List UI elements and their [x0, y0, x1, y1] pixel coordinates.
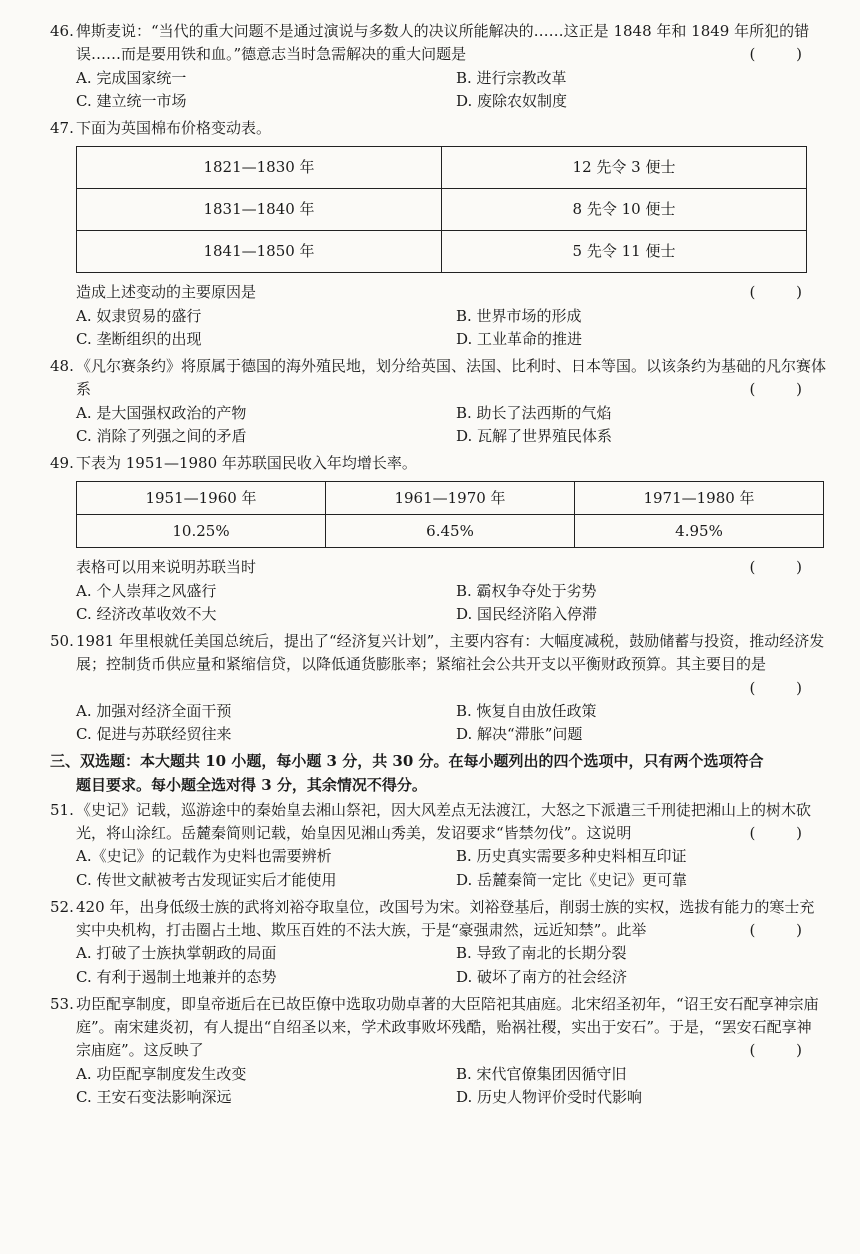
option-a[interactable]: A. 个人崇拜之风盛行: [76, 581, 217, 600]
option-a[interactable]: A. 加强对经济全面干预: [76, 701, 232, 720]
table-header: 1961—1970 年: [326, 482, 575, 515]
option-d[interactable]: D. 历史人物评价受时代影响: [456, 1087, 643, 1106]
answer-paren: ( ): [749, 1041, 820, 1060]
option-c[interactable]: C. 消除了列强之间的矛盾: [76, 426, 247, 445]
options: [76, 305, 826, 352]
option-a[interactable]: A. 奴隶贸易的盛行: [76, 306, 202, 325]
question-number: 48.: [50, 357, 74, 375]
option-b[interactable]: B. 霸权争夺处于劣势: [456, 581, 597, 600]
table-header: 1951—1960 年: [77, 482, 326, 515]
answer-paren: ( ): [749, 678, 820, 697]
answer-paren: ( ): [749, 45, 820, 64]
question-52: [50, 896, 826, 989]
option-d[interactable]: D. 废除农奴制度: [456, 91, 568, 110]
question-stem: 功臣配享制度，即皇帝逝后在已故臣僚中选取功勋卓著的大臣陪祀其庙庭。北宋绍圣初年，“诏王安石配享神宗庙庭”。南宋建炎初，有人提出“自绍圣以来，学术政事败坏残酷，贻祸社稷，实出于安石”。于是，“罢安石配享神宗庙庭”。这反映了: [76, 994, 819, 1060]
table-cell: 10.25%: [77, 515, 326, 548]
question-53: [50, 993, 826, 1109]
question-number: 47.: [50, 119, 74, 137]
section-heading: [50, 750, 826, 797]
cotton-price-table: [76, 146, 807, 273]
table-cell: 12 先令 3 便士: [442, 147, 807, 189]
option-d[interactable]: D. 国民经济陷入停滞: [456, 604, 598, 623]
option-c[interactable]: C. 王安石变法影响深远: [76, 1087, 232, 1106]
option-a[interactable]: A. 完成国家统一: [76, 68, 187, 87]
option-a[interactable]: A. 打破了士族执掌朝政的局面: [76, 944, 277, 963]
section-heading-line2: 题目要求。每小题全选对得 3 分，其余情况不得分。: [76, 775, 427, 794]
question-prompt: 造成上述变动的主要原因是: [76, 283, 257, 302]
option-b[interactable]: B. 历史真实需要多种史料相互印证: [456, 847, 687, 866]
question-number: 46.: [50, 22, 74, 40]
options: [76, 67, 826, 114]
option-c[interactable]: C. 促进与苏联经贸往来: [76, 725, 232, 743]
table-cell: 4.95%: [575, 515, 824, 548]
option-b[interactable]: B. 进行宗教改革: [456, 68, 567, 87]
answer-paren: ( ): [749, 380, 820, 399]
option-d[interactable]: D. 瓦解了世界殖民体系: [456, 426, 613, 445]
option-d[interactable]: D. 岳麓秦简一定比《史记》更可靠: [456, 870, 688, 889]
question-stem: 《凡尔赛条约》将原属于德国的海外殖民地，划分给英国、法国、比利时、日本等国。以该条约为基础的凡尔赛体系: [76, 357, 827, 399]
question-number: 51.: [50, 800, 74, 819]
question-stem: 下面为英国棉布价格变动表。: [76, 119, 272, 137]
option-c[interactable]: C. 经济改革收效不大: [76, 604, 217, 623]
option-b[interactable]: B. 恢复自由放任政策: [456, 701, 597, 720]
option-b[interactable]: B. 导致了南北的长期分裂: [456, 944, 627, 963]
table-row: [77, 189, 807, 231]
table-row: [77, 147, 807, 189]
option-a[interactable]: A. 功臣配享制度发生改变: [76, 1064, 247, 1083]
options: [76, 1063, 826, 1110]
answer-paren: ( ): [749, 558, 820, 577]
table-cell: 5 先令 11 便士: [442, 231, 807, 273]
table-cell: 1821—1830 年: [77, 147, 442, 189]
question-stem: 1981 年里根就任美国总统后，提出了“经济复兴计划”，主要内容有：大幅度减税，鼓励储蓄与投资，推动经济发展；控制货币供应量和紧缩信贷，以降低通货膨胀率；紧缩社会公共开支以平衡财政预算。其主要目的是: [76, 632, 825, 674]
question-number: 49.: [50, 454, 74, 472]
answer-paren: ( ): [749, 824, 820, 842]
question-49: [50, 452, 826, 626]
question-number: 52.: [50, 897, 74, 916]
table-header-row: [77, 482, 824, 515]
question-stem: 下表为 1951—1980 年苏联国民收入年均增长率。: [76, 454, 417, 472]
question-47: [50, 117, 826, 351]
option-d[interactable]: D. 破坏了南方的社会经济: [456, 967, 628, 986]
option-d[interactable]: D. 解决“滞胀”问题: [456, 725, 583, 743]
table-cell: 6.45%: [326, 515, 575, 548]
option-b[interactable]: B. 世界市场的形成: [456, 306, 582, 325]
table-row: [77, 231, 807, 273]
table-cell: 8 先令 10 便士: [442, 189, 807, 231]
option-c[interactable]: C. 建立统一市场: [76, 91, 187, 110]
question-number: 53.: [50, 994, 74, 1013]
options: [76, 942, 826, 989]
option-a[interactable]: A. 是大国强权政治的产物: [76, 403, 247, 422]
answer-paren: ( ): [749, 283, 820, 302]
options: [76, 700, 826, 747]
table-header: 1971—1980 年: [575, 482, 824, 515]
question-stem: 《史记》记载，巡游途中的秦始皇去湘山祭祀，因大风差点无法渡江，大怒之下派遣三千刑徒把湘山上的树木砍光，将山涂红。岳麓秦简则记载，始皇因见湘山秀美，发诏要求“皆禁勿伐”。这说明: [76, 800, 812, 842]
soviet-growth-table: [76, 481, 824, 548]
question-stem: 俾斯麦说：“当代的重大问题不是通过演说与多数人的决议所能解决的……这正是 1848 年和 1849 年所犯的错误……而是要用铁和血。”德意志当时急需解决的重大问题是: [76, 22, 810, 64]
table-cell: 1841—1850 年: [77, 231, 442, 273]
question-50: [50, 630, 826, 746]
table-row: [77, 515, 824, 548]
option-c[interactable]: C. 有利于遏制土地兼并的态势: [76, 967, 277, 986]
question-prompt: 表格可以用来说明苏联当时: [76, 558, 257, 577]
option-a[interactable]: A.《史记》的记载作为史料也需要辨析: [76, 847, 332, 866]
question-46: [50, 20, 826, 113]
option-b[interactable]: B. 宋代官僚集团因循守旧: [456, 1064, 627, 1083]
option-b[interactable]: B. 助长了法西斯的气焰: [456, 403, 612, 422]
question-number: 50.: [50, 632, 74, 650]
question-51: [50, 799, 826, 892]
answer-paren: ( ): [749, 921, 820, 939]
options: [76, 402, 826, 449]
options: [76, 580, 826, 627]
question-stem: 420 年，出身低级士族的武将刘裕夺取皇位，改国号为宋。刘裕登基后，削弱士族的实权，选拔有能力的寒士充实中央机构，打击圈占土地、欺压百姓的不法大族，于是“豪强肃然，远近知禁”。此举: [76, 897, 815, 939]
options: [76, 845, 826, 892]
option-c[interactable]: C. 传世文献被考古发现证实后才能使用: [76, 870, 337, 889]
table-cell: 1831—1840 年: [77, 189, 442, 231]
section-heading-line1: 三、双选题：本大题共 10 小题，每小题 3 分，共 30 分。在每小题列出的四个选项中，只有两个选项符合: [50, 752, 764, 771]
question-48: [50, 355, 826, 448]
option-c[interactable]: C. 垄断组织的出现: [76, 329, 202, 348]
option-d[interactable]: D. 工业革命的推进: [456, 329, 583, 348]
